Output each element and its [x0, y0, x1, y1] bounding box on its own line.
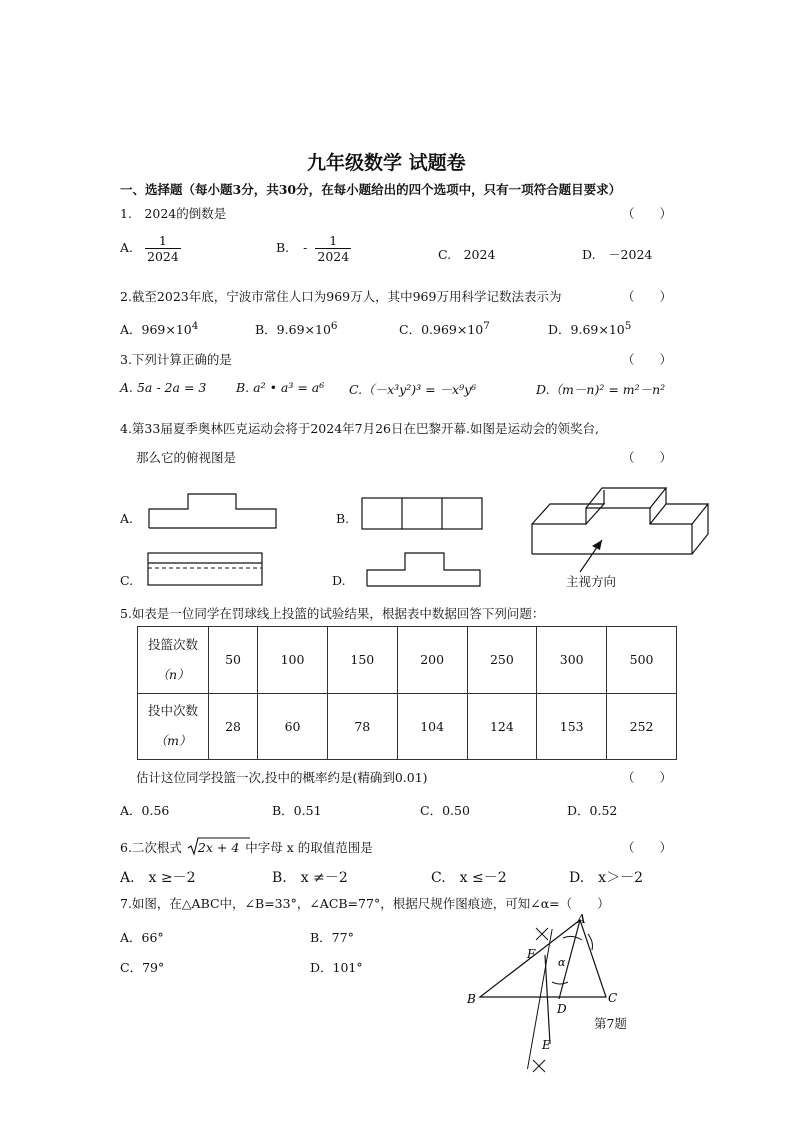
- header-label: 投中次数: [147, 703, 198, 719]
- header-var: （m）: [154, 733, 192, 749]
- q3-option-b: B. a² • a³ = a⁶: [236, 380, 325, 395]
- q7-option-a: A．66°: [120, 930, 164, 945]
- table-cell: 252: [607, 693, 677, 760]
- radicand: 2x + 4: [197, 840, 240, 855]
- table-cell: 500: [607, 627, 677, 694]
- q1-option-c: C. 2024: [438, 247, 496, 262]
- option-text: C．0.969×10: [399, 322, 484, 338]
- q2-stem: 2.截至2023年底，宁波市常住人口为969万人，其中969万用科学记数法表示为: [120, 289, 562, 304]
- q2-option-b: [255, 320, 338, 338]
- fraction: [145, 233, 181, 264]
- q4-option-a-label: A.: [120, 511, 134, 526]
- denominator: 2024: [147, 249, 179, 264]
- q4-option-d-label: D.: [332, 573, 346, 588]
- stem-post: 中字母 x 的取值范围是: [245, 840, 373, 855]
- radical: [188, 840, 239, 855]
- q7-option-d: D．101°: [310, 960, 363, 975]
- option-label: B.: [276, 240, 290, 255]
- q4-option-b-label: B.: [336, 511, 350, 526]
- header-label: 投篮次数: [147, 636, 198, 652]
- table-row: [138, 693, 677, 760]
- section-heading: 一、选择题（每小题3分，共30分，在每小题给出的四个选项中，只有一项符合题目要求）: [120, 182, 622, 197]
- q3-option-c: C.（－x³y²)³ = －x⁹y⁶: [349, 382, 477, 397]
- option-text: B．9.69×10: [255, 322, 331, 338]
- q4-figure-b: [361, 497, 485, 533]
- label-f: F: [527, 947, 536, 961]
- table-cell: 200: [397, 627, 467, 694]
- table-cell: 100: [258, 627, 328, 694]
- header-var: （n）: [156, 666, 190, 682]
- q3-option-d: D.（m－n)² = m²－n²: [536, 382, 666, 397]
- answer-paren: （ ）: [622, 206, 673, 221]
- table-cell: 60: [258, 693, 328, 760]
- q4-figure-d: [366, 551, 484, 589]
- table-cell: 153: [537, 693, 607, 760]
- table-cell: 300: [537, 627, 607, 694]
- table-cell: 78: [327, 693, 397, 760]
- option-label: A.: [120, 240, 134, 255]
- row-header: [138, 693, 209, 760]
- q2-option-a: [120, 320, 198, 338]
- q6-option-b: B. x ≠－2: [272, 870, 348, 886]
- label-d: D: [557, 1002, 567, 1016]
- label-a: A: [577, 912, 586, 926]
- q4-stem-line2: 那么它的俯视图是: [136, 450, 237, 465]
- view-direction-caption: 主视方向: [566, 574, 617, 589]
- q1-option-a: [120, 233, 181, 264]
- podium-3d-figure: [530, 484, 730, 576]
- answer-paren: （ ）: [622, 289, 673, 304]
- answer-paren: （ ）: [622, 450, 673, 465]
- row-header: [138, 627, 209, 694]
- q4-option-c-label: C.: [120, 573, 134, 588]
- numerator: 1: [329, 233, 338, 248]
- q3-stem: 3.下列计算正确的是: [120, 352, 232, 367]
- q6-stem: [120, 838, 373, 856]
- q1-stem: 1. 2024的倒数是: [120, 206, 227, 221]
- q6-option-c: C. x ≤－2: [431, 870, 507, 886]
- triangle-construction-figure: [460, 910, 660, 1075]
- q5-option-d: D．0.52: [567, 803, 618, 818]
- q4-figure-a: [148, 492, 278, 532]
- table-cell: 28: [209, 693, 258, 760]
- q5-question: 估计这位同学投篮一次,投中的概率约是(精确到0.01): [136, 770, 428, 785]
- table-cell: 150: [327, 627, 397, 694]
- answer-paren: （ ）: [622, 352, 673, 367]
- fraction: [315, 233, 351, 264]
- table-row: [138, 627, 677, 694]
- table-cell: 250: [467, 627, 537, 694]
- data-table: [137, 626, 677, 760]
- label-alpha: α: [558, 956, 566, 969]
- table-cell: 50: [209, 627, 258, 694]
- minus-sign: -: [303, 240, 308, 255]
- q7-stem: 7.如图，在△ABC中，∠B=33°，∠ACB=77°，根据尺规作图痕迹，可知∠α=（ ）: [120, 896, 610, 911]
- answer-paren: （ ）: [622, 770, 673, 785]
- table-cell: 104: [397, 693, 467, 760]
- exponent: 4: [191, 320, 199, 332]
- option-text: D．9.69×10: [548, 322, 625, 338]
- q4-figure-c: [147, 552, 265, 588]
- q5-stem: 5.如表是一位同学在罚球线上投篮的试验结果，根据表中数据回答下列问题：: [120, 606, 545, 621]
- q3-option-a: A. 5a - 2a = 3: [120, 380, 207, 395]
- q2-option-d: [548, 320, 631, 338]
- q5-option-a: A．0.56: [120, 803, 170, 818]
- exponent: 5: [624, 320, 632, 332]
- numerator: 1: [158, 233, 167, 248]
- q5-option-b: B．0.51: [272, 803, 322, 818]
- q6-option-a: A. x ≥－2: [120, 870, 196, 886]
- label-c: C: [608, 991, 618, 1005]
- q7-option-b: B．77°: [310, 930, 354, 945]
- sqrt-icon: [188, 837, 250, 857]
- exponent: 6: [330, 320, 338, 332]
- stem-pre: 6.二次根式: [120, 840, 182, 855]
- q2-option-c: [399, 320, 490, 338]
- table-cell: 124: [467, 693, 537, 760]
- denominator: 2024: [317, 249, 350, 264]
- exponent: 7: [483, 320, 490, 332]
- option-text: A．969×10: [120, 322, 192, 338]
- q1-option-d: D. －2024: [582, 247, 653, 262]
- triangle-abc: [480, 920, 606, 997]
- q6-option-d: D. x＞－2: [569, 870, 643, 886]
- q4-stem-line1: 4.第33届夏季奥林匹克运动会将于2024年7月26日在巴黎开幕.如图是运动会的领奖台,: [120, 421, 599, 436]
- label-b: B: [467, 992, 476, 1006]
- q7-option-c: C．79°: [120, 960, 165, 975]
- answer-paren: （ ）: [622, 840, 673, 855]
- q5-option-c: C．0.50: [420, 803, 470, 818]
- label-e: E: [542, 1038, 551, 1052]
- page-title: 九年级数学 试题卷: [307, 152, 466, 174]
- figure-caption: 第7题: [594, 1016, 627, 1031]
- q1-option-b: [276, 233, 351, 264]
